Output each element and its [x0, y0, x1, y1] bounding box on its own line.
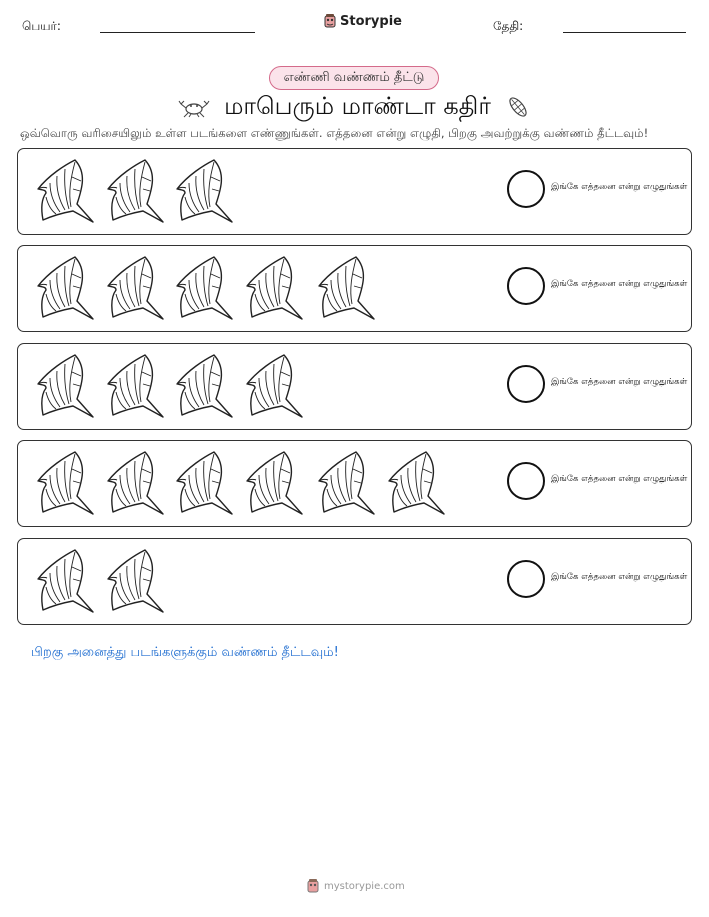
date-label: தேதி: — [493, 19, 524, 33]
manta-ray-icon[interactable] — [35, 256, 97, 320]
brand-name: Storypie — [340, 13, 402, 29]
answer-circle[interactable] — [507, 365, 545, 403]
manta-ray-icon[interactable] — [174, 354, 236, 418]
manta-ray-icon[interactable] — [174, 451, 236, 515]
site-url: mystorypie.com — [324, 880, 405, 892]
count-row — [17, 343, 692, 430]
answer-circle[interactable] — [507, 560, 545, 598]
manta-ray-icon[interactable] — [105, 451, 167, 515]
answer-circle[interactable] — [507, 170, 545, 208]
title-row — [0, 90, 709, 124]
count-row — [17, 148, 692, 235]
worksheet-badge: எண்ணி வண்ணம் தீட்டு — [269, 66, 439, 90]
count-row — [17, 538, 692, 625]
footer-note: பிறகு அனைத்து படங்களுக்கும் வண்ணம் தீட்டவும்! — [31, 645, 339, 660]
answer-label: இங்கே எத்தனை என்று எழுதுங்கள் — [551, 182, 688, 192]
storypie-logo-icon — [306, 878, 320, 894]
manta-ray-icon[interactable] — [244, 451, 306, 515]
storypie-logo-icon — [323, 13, 337, 29]
manta-ray-icon[interactable] — [35, 354, 97, 418]
manta-ray-icon[interactable] — [386, 451, 448, 515]
page-title: மாபெரும் மாண்டா கதிர் — [224, 91, 491, 120]
name-label: பெயர்: — [22, 19, 61, 33]
count-row — [17, 245, 692, 332]
instructions: ஒவ்வொரு வரிசையிலும் உள்ள படங்களை எண்ணுங்கள். எத்தனை என்று எழுதி, பிறகு அவற்றுக்கு வண்ணம் தீட்டவும்! — [20, 126, 649, 140]
answer-circle[interactable] — [507, 267, 545, 305]
answer-circle[interactable] — [507, 462, 545, 500]
manta-ray-icon[interactable] — [244, 354, 306, 418]
site-footer — [306, 878, 405, 894]
crab-icon — [178, 96, 210, 118]
manta-ray-icon[interactable] — [35, 159, 97, 223]
manta-ray-icon[interactable] — [316, 256, 378, 320]
manta-ray-icon[interactable] — [105, 549, 167, 613]
answer-label: இங்கே எத்தனை என்று எழுதுங்கள் — [551, 279, 688, 289]
manta-ray-icon[interactable] — [105, 159, 167, 223]
answer-label: இங்கே எத்தனை என்று எழுதுங்கள் — [551, 572, 688, 582]
answer-label: இங்கே எத்தனை என்று எழுதுங்கள் — [551, 377, 688, 387]
manta-ray-icon[interactable] — [244, 256, 306, 320]
manta-ray-icon[interactable] — [35, 451, 97, 515]
brand — [323, 13, 402, 29]
answer-label: இங்கே எத்தனை என்று எழுதுங்கள் — [551, 474, 688, 484]
manta-ray-icon[interactable] — [105, 354, 167, 418]
count-row — [17, 440, 692, 527]
manta-ray-icon[interactable] — [316, 451, 378, 515]
manta-ray-icon[interactable] — [105, 256, 167, 320]
date-line[interactable] — [563, 32, 686, 33]
shell-icon — [505, 94, 531, 120]
manta-ray-icon[interactable] — [35, 549, 97, 613]
manta-ray-icon[interactable] — [174, 256, 236, 320]
manta-ray-icon[interactable] — [174, 159, 236, 223]
name-line[interactable] — [100, 32, 255, 33]
